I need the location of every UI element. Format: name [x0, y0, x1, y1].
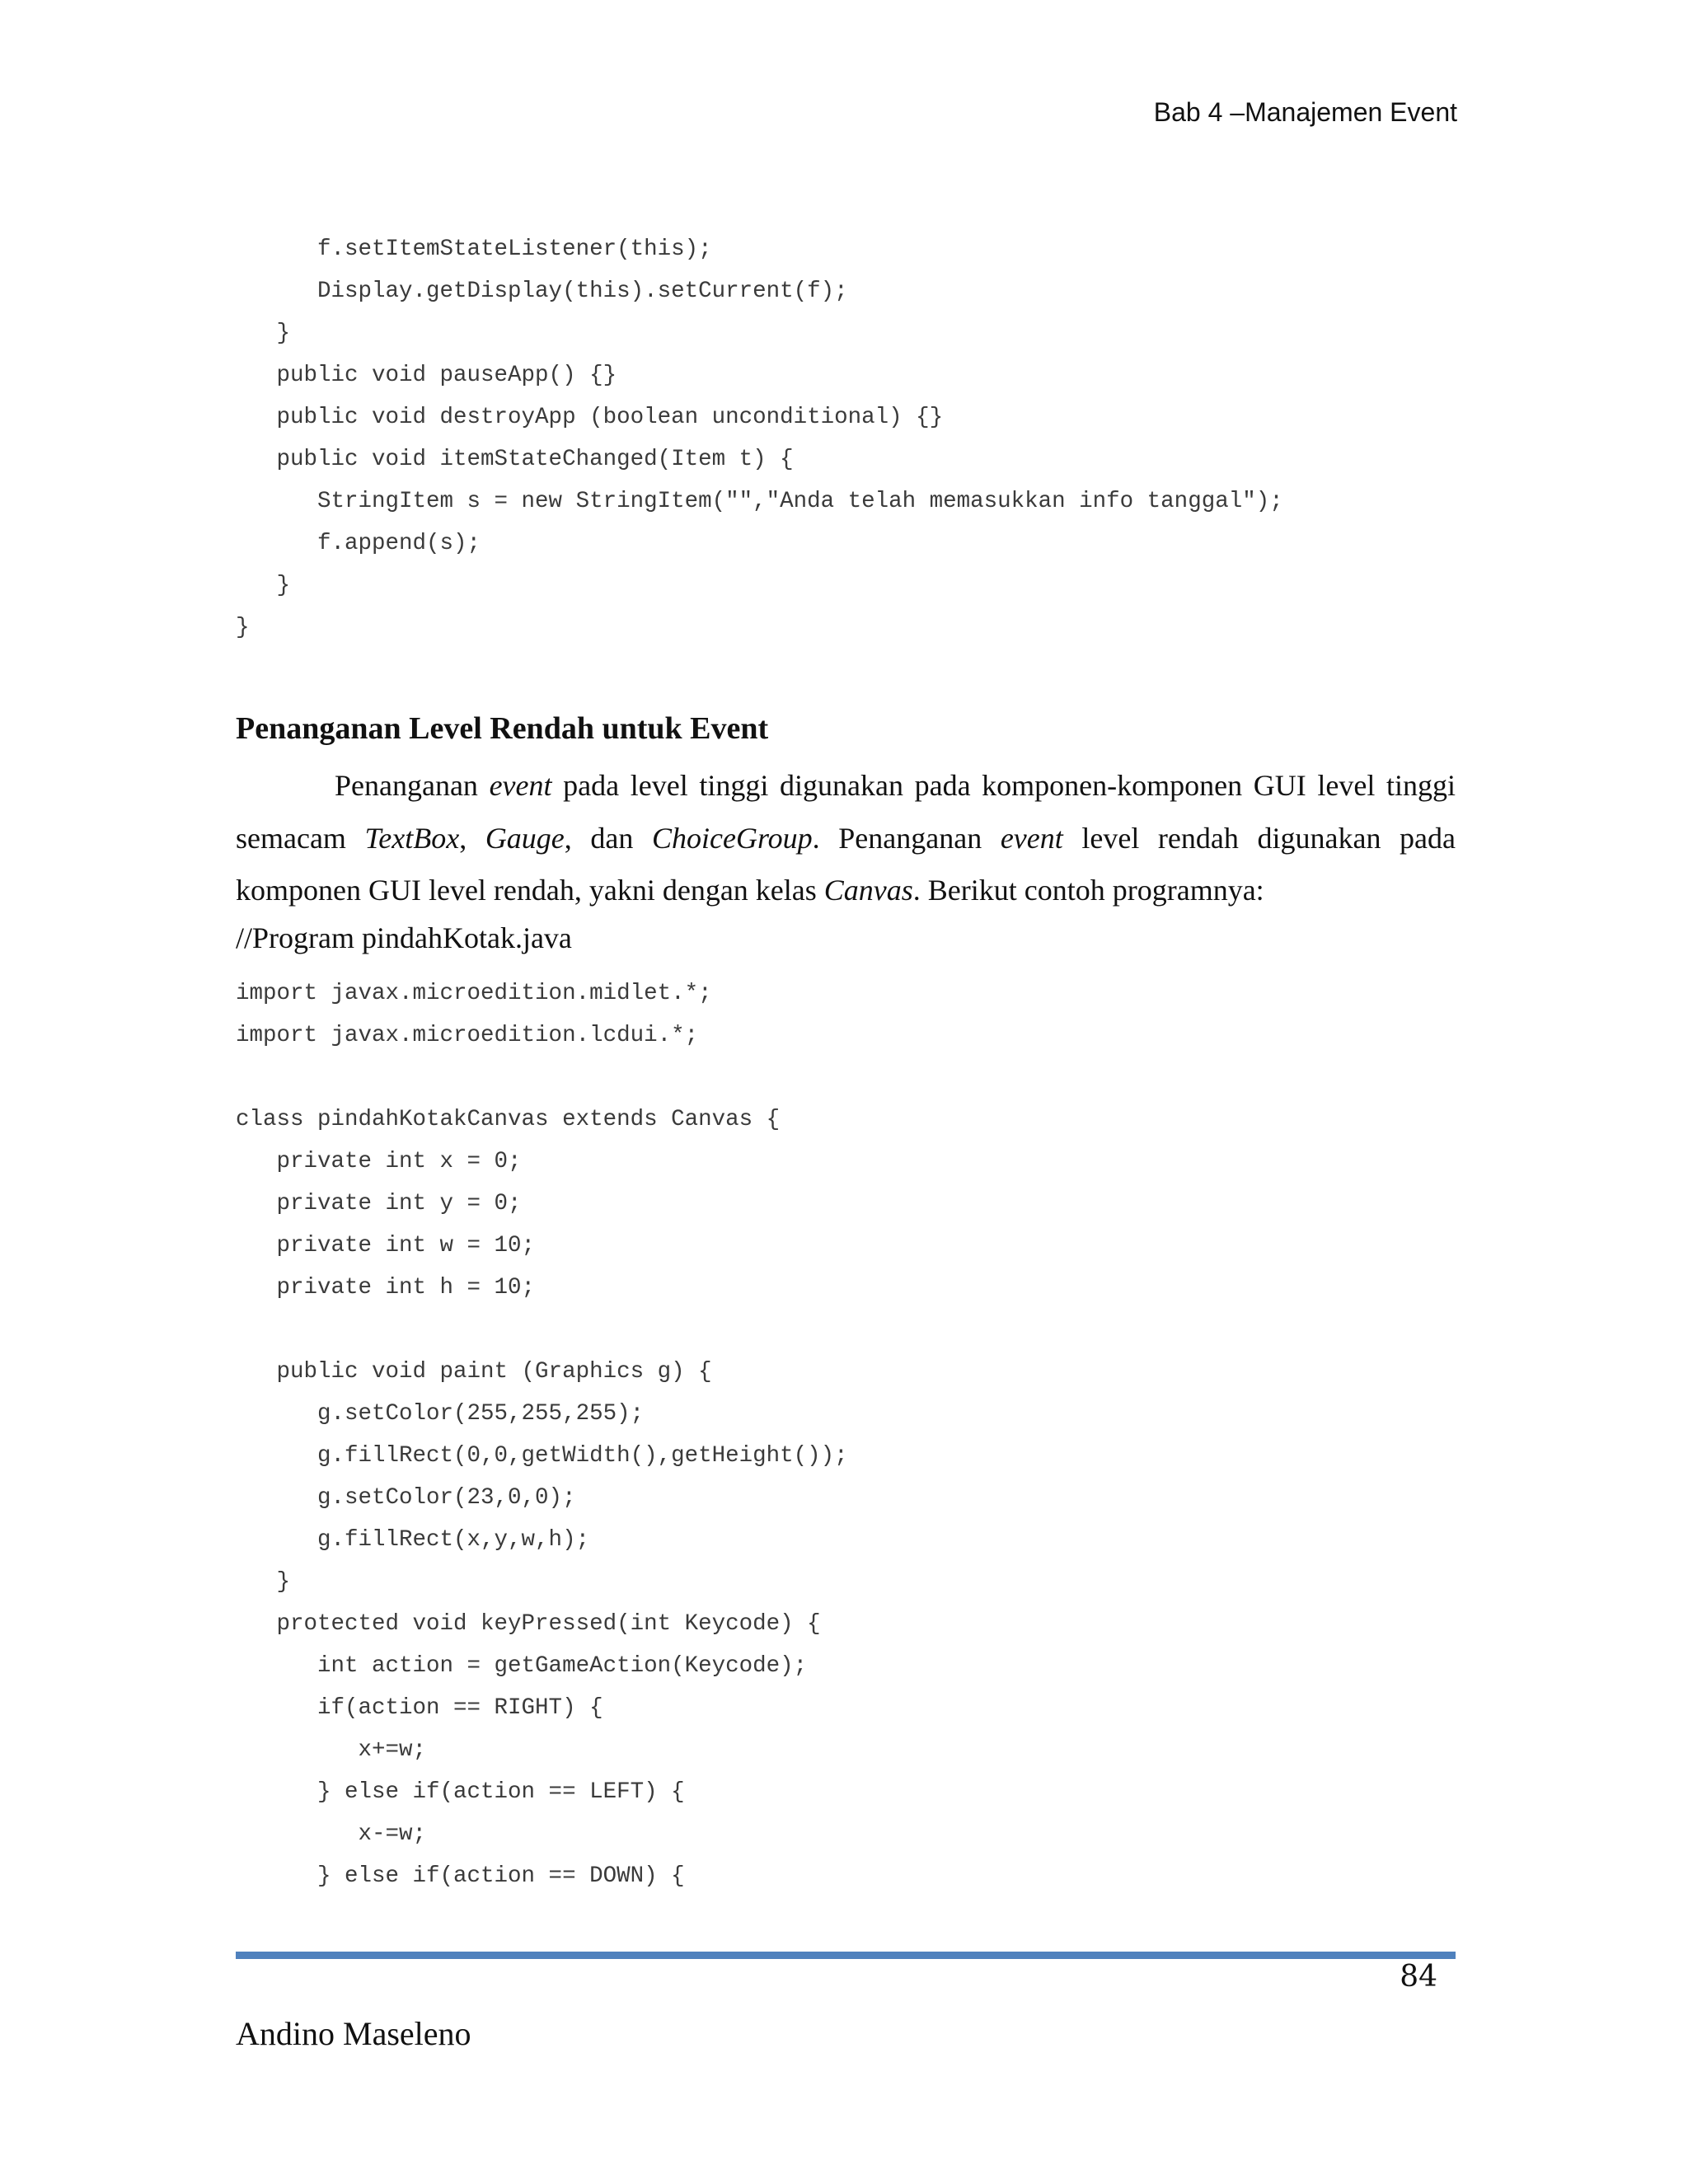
- program-comment: //Program pindahKotak.java: [236, 921, 572, 954]
- code-block-top: [236, 228, 1283, 649]
- code-line: x+=w;: [236, 1737, 427, 1763]
- code-line: }: [236, 615, 250, 640]
- code-line: protected void keyPressed(int Keycode) {: [236, 1611, 821, 1637]
- code-line: } else if(action == LEFT) {: [236, 1779, 685, 1805]
- code-line: }: [236, 321, 291, 346]
- author-name: Andino Maseleno: [236, 2015, 471, 2052]
- code-line: private int x = 0;: [236, 1149, 522, 1174]
- code-line: }: [236, 1569, 291, 1595]
- code-line: f.setItemStateListener(this);: [236, 237, 712, 262]
- code-line: class pindahKotakCanvas extends Canvas {: [236, 1107, 781, 1132]
- code-line: } else if(action == DOWN) {: [236, 1863, 685, 1889]
- code-line: import javax.microedition.midlet.*;: [236, 981, 712, 1006]
- code-line: x-=w;: [236, 1821, 427, 1847]
- code-line: g.setColor(23,0,0);: [236, 1485, 576, 1511]
- code-line: public void itemStateChanged(Item t) {: [236, 447, 794, 472]
- footer-rule: [236, 1952, 1456, 1959]
- code-line: Display.getDisplay(this).setCurrent(f);: [236, 279, 848, 304]
- code-line: public void destroyApp (boolean unconditional) {}: [236, 405, 944, 430]
- paragraph-line-3: komponen GUI level rendah, yakni dengan kelas Canvas. Berikut contoh programnya:: [236, 874, 1264, 907]
- code-line: [236, 1309, 848, 1351]
- code-line: f.append(s);: [236, 531, 481, 556]
- code-line: g.setColor(255,255,255);: [236, 1401, 645, 1427]
- code-line: public void paint (Graphics g) {: [236, 1359, 712, 1385]
- section-heading: Penanganan Level Rendah untuk Event: [236, 711, 769, 746]
- code-line: public void pauseApp() {}: [236, 363, 617, 388]
- code-line: private int h = 10;: [236, 1275, 536, 1301]
- running-header: Bab 4 –Manajemen Event: [1153, 97, 1457, 127]
- code-line: g.fillRect(x,y,w,h);: [236, 1527, 590, 1553]
- paragraph-line-2: semacam TextBox, Gauge, dan ChoiceGroup. Penanganan event level rendah digunakan pada: [236, 821, 1456, 855]
- code-block-bottom: [236, 972, 848, 1897]
- code-line: StringItem s = new StringItem("","Anda telah memasukkan info tanggal");: [236, 489, 1283, 514]
- page-number: 84: [1400, 1960, 1437, 1994]
- code-line: private int w = 10;: [236, 1233, 536, 1258]
- paragraph-line-1: Penanganan event pada level tinggi digunakan pada komponen-komponen GUI level tinggi: [335, 769, 1456, 802]
- code-line: }: [236, 573, 291, 598]
- code-line: int action = getGameAction(Keycode);: [236, 1653, 808, 1679]
- code-line: private int y = 0;: [236, 1191, 522, 1216]
- code-line: if(action == RIGHT) {: [236, 1695, 603, 1721]
- code-line: import javax.microedition.lcdui.*;: [236, 1023, 699, 1048]
- code-line: g.fillRect(0,0,getWidth(),getHeight());: [236, 1443, 848, 1469]
- code-line: [236, 1057, 848, 1099]
- body-paragraph: [236, 760, 1456, 917]
